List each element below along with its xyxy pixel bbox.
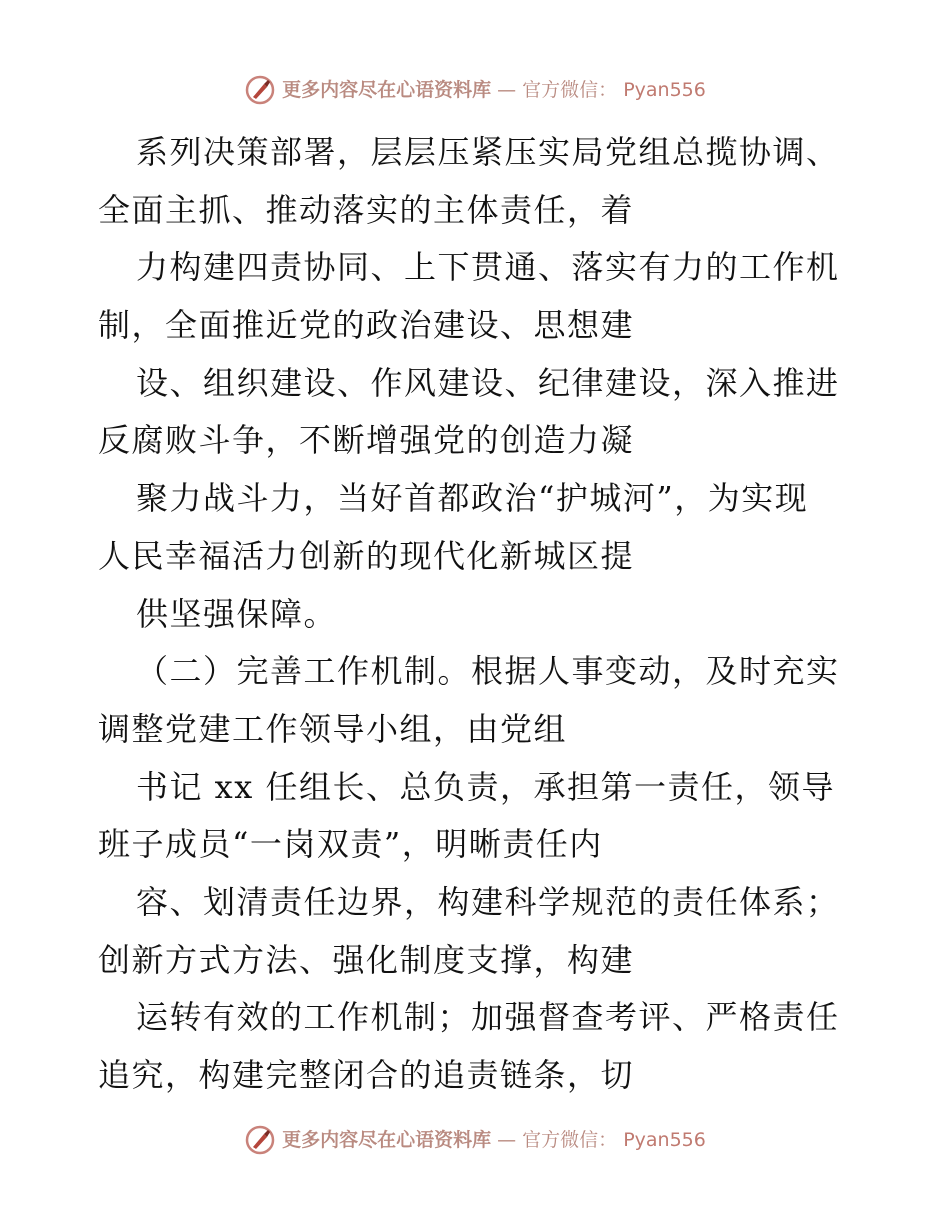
pen-nib-logo-icon [244, 74, 276, 106]
body-line: 供坚强保障。 [136, 594, 338, 633]
body-line: 调整党建工作领导小组，由党组 [98, 709, 568, 748]
banner-wechat-label: 官方微信： [522, 1129, 618, 1151]
body-line: 追究，构建完整闭合的追责链条，切 [98, 1056, 635, 1094]
body-line: 聚力战斗力，当好首都政治“护城河”，为实现 [136, 479, 809, 518]
body-line: 反腐败斗争，不断增强党的创造力凝 [98, 421, 635, 460]
footer-watermark-banner [0, 1122, 950, 1158]
body-line: 人民幸福活力创新的现代化新城区提 [98, 536, 635, 575]
body-line: 书记 xx 任组长、总负责，承担第一责任，领导 [136, 767, 835, 806]
banner-separator: — [497, 79, 517, 101]
body-line: 运转有效的工作机制；加强督查考评、严格责任 [136, 998, 840, 1037]
body-line: 系列决策部署，层层压紧压实局党组总揽协调、 [136, 133, 840, 171]
banner-wechat-id: Pyan556 [623, 1129, 706, 1151]
body-line: 设、组织建设、作风建设、纪律建设，深入推进 [136, 363, 840, 402]
banner-wechat-id: Pyan556 [623, 79, 706, 101]
pen-nib-logo-icon [244, 1124, 276, 1156]
banner-separator: — [497, 1129, 517, 1151]
document-body [98, 124, 858, 1105]
header-watermark-banner [0, 72, 950, 108]
body-line: 全面主抓、推动落实的主体责任，着 [98, 190, 635, 229]
banner-main-text: 更多内容尽在心语资料库 [282, 79, 492, 101]
section-heading-line: （二）完善工作机制。根据人事变动，及时充实 [136, 652, 840, 691]
body-line: 制，全面推近党的政治建设、思想建 [98, 306, 635, 345]
body-line: 容、划清责任边界，构建科学规范的责任体系； [136, 882, 840, 921]
banner-wechat-label: 官方微信： [522, 79, 618, 101]
body-line: 创新方式方法、强化制度支撑，构建 [98, 940, 635, 979]
banner-main-text: 更多内容尽在心语资料库 [282, 1129, 492, 1151]
body-line: 力构建四责协同、上下贯通、落实有力的工作机 [136, 248, 840, 287]
body-line: 班子成员“一岗双责”，明晰责任内 [98, 825, 603, 864]
